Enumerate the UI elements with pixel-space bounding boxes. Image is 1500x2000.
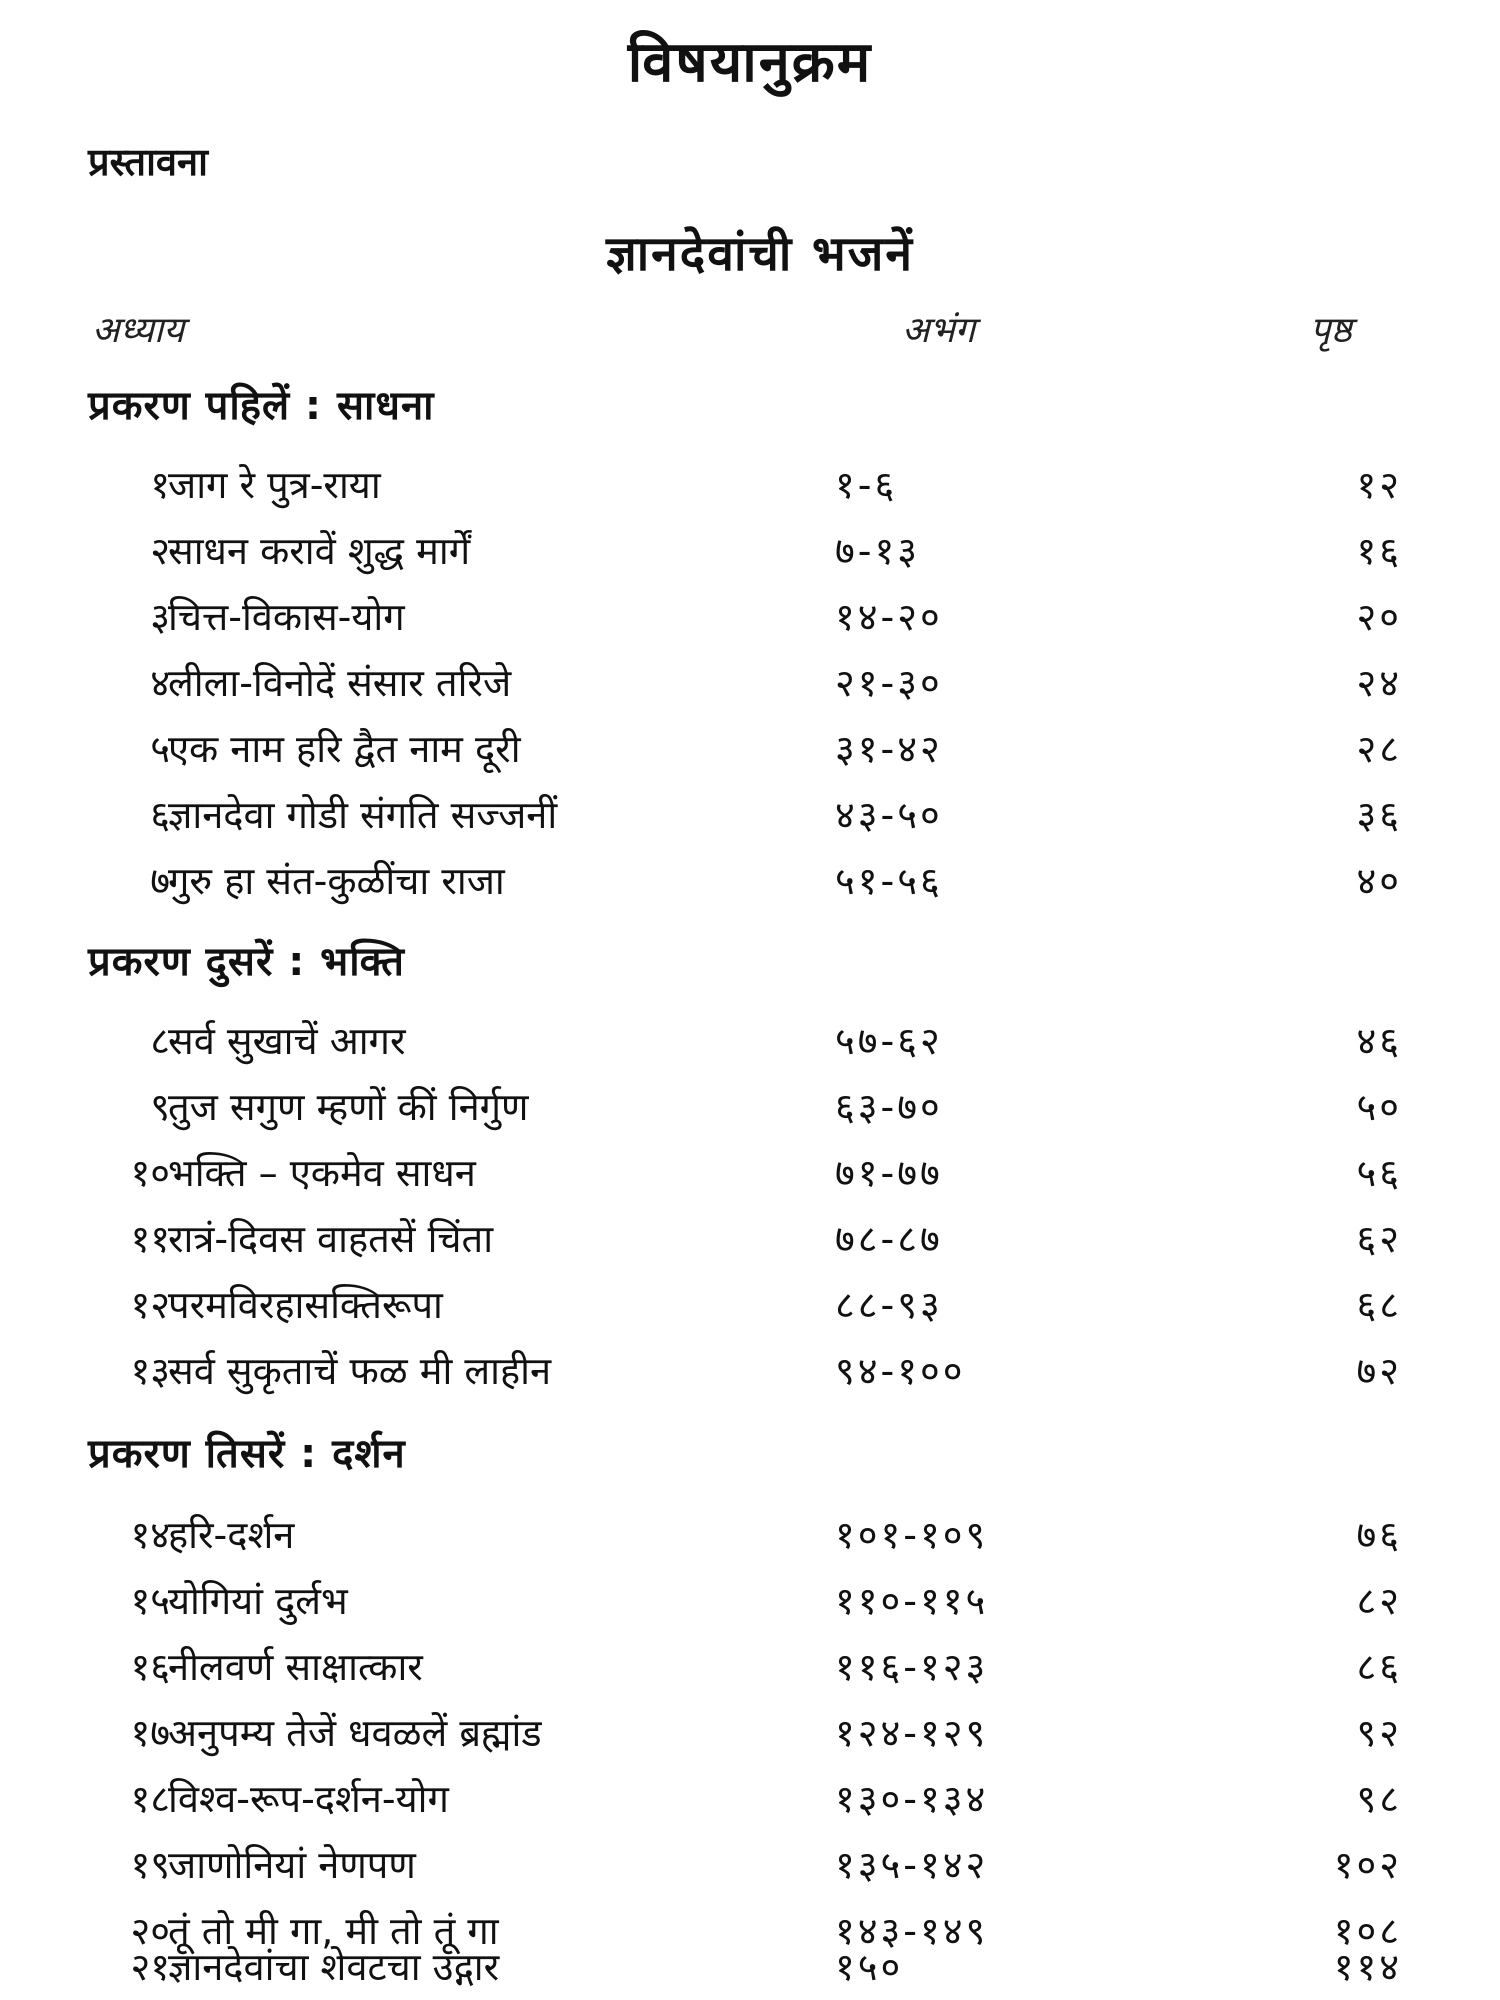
entry-abhang-range: ७१-७७ [835,1151,943,1195]
toc-entry [0,1508,1500,1564]
entry-abhang-range: १४३-१४९ [835,1909,989,1953]
book-subtitle: ज्ञानदेवांची भजनें [605,226,915,282]
toc-entry [0,1212,1500,1268]
entry-number: ८ [150,1019,170,1063]
entry-abhang-range: ६३-७० [835,1085,943,1129]
entry-number: ५ [150,727,170,771]
entry-title: लीला-विनोदें संसार तरिजे [168,661,512,705]
toc-entry [0,1940,1500,1996]
entry-number: २० [130,1909,170,1953]
entry-page: ११४ [1333,1945,1402,1989]
entry-title: भक्ति – एकमेव साधन [168,1151,476,1195]
entry-page: ५० [1356,1085,1402,1129]
toc-entry [0,1706,1500,1762]
toc-entry [0,1574,1500,1630]
entry-title: साधन करावें शुद्ध मार्गें [168,529,471,573]
entry-page: ४६ [1356,1019,1402,1063]
entry-page: ९८ [1356,1777,1402,1821]
entry-title: तूं तो मी गा, मी तो तूं गा [168,1909,499,1953]
entry-number: ३ [150,595,170,639]
entry-abhang-range: ४३-५० [835,793,943,837]
entry-title: सर्व सुखाचें आगर [168,1019,406,1063]
toc-entry [0,656,1500,712]
entry-page: ३६ [1356,793,1402,837]
entry-number: २ [150,529,170,573]
entry-title: तुज सगुण म्हणों कीं निर्गुण [168,1085,529,1129]
column-header-abhang: अभंग [902,310,976,351]
entry-abhang-range: १-६ [835,463,898,507]
toc-entry [0,722,1500,778]
toc-entry [0,788,1500,844]
entry-title: नीलवर्ण साक्षात्कार [168,1645,423,1689]
entry-page: १६ [1356,529,1402,573]
toc-entry [0,1278,1500,1334]
entry-number: १ [150,463,170,507]
toc-entry [0,1772,1500,1828]
toc-entry [0,458,1500,514]
entry-page: ७६ [1356,1513,1402,1557]
entry-title: सर्व सुकृताचें फळ मी लाहीन [168,1349,552,1393]
entry-title: हरि-दर्शन [168,1513,295,1557]
section-heading: प्रकरण दुसरें : भक्ति [88,939,405,985]
entry-number: १९ [130,1843,170,1887]
entry-abhang-range: ७८-८७ [835,1217,943,1261]
entry-page: ५६ [1356,1151,1402,1195]
entry-number: १४ [130,1513,170,1557]
toc-entry [0,1344,1500,1400]
entry-page: ८२ [1356,1579,1402,1623]
entry-abhang-range: ५१-५६ [835,859,943,903]
entry-page: ६८ [1356,1283,1402,1327]
entry-number: ७ [150,859,170,903]
entry-title: एक नाम हरि द्वैत नाम दूरी [168,727,521,771]
toc-entry [0,1838,1500,1894]
entry-page: १२ [1356,463,1402,507]
entry-abhang-range: २१-३० [835,661,943,705]
toc-entry [0,1014,1500,1070]
column-header-chapter: अध्याय [92,310,185,351]
entry-abhang-range: ७-१३ [835,529,920,573]
entry-page: १०२ [1333,1843,1402,1887]
entry-abhang-range: ९४-१०० [835,1349,966,1393]
entry-abhang-range: ८८-९३ [835,1283,943,1327]
entry-page: ८६ [1356,1645,1402,1689]
entry-abhang-range: १३५-१४२ [835,1843,989,1887]
entry-number: १५ [130,1579,170,1623]
entry-page: ७२ [1356,1349,1402,1393]
entry-title: ज्ञानदेवा गोडी संगति सज्जनीं [168,793,558,837]
entry-number: ९ [150,1085,170,1129]
entry-number: १८ [130,1777,170,1821]
entry-number: १६ [130,1645,170,1689]
entry-title: रात्रं-दिवस वाहतसें चिंता [168,1217,494,1261]
column-header-page: पृष्ठ [1310,310,1352,351]
entry-page: ४० [1356,859,1402,903]
entry-title: चित्त-विकास-योग [168,595,405,639]
entry-abhang-range: १३०-१३४ [835,1777,989,1821]
entry-page: ९२ [1356,1711,1402,1755]
entry-title: परमविरहासक्तिरूपा [168,1283,443,1327]
entry-title: ज्ञानदेवांचा शेवटचा उद्गार [168,1945,500,1989]
entry-page: २४ [1356,661,1402,705]
section-heading: प्रकरण तिसरें : दर्शन [88,1431,406,1477]
toc-entry [0,854,1500,910]
entry-number: ६ [150,793,170,837]
section-heading: प्रकरण पहिलें : साधना [88,383,435,429]
entry-title: जाणोनियां नेणपण [168,1843,416,1887]
entry-title: अनुपम्य तेजें धवळलें ब्रह्मांड [168,1711,542,1755]
entry-number: १७ [130,1711,170,1755]
entry-abhang-range: ११६-१२३ [835,1645,989,1689]
entry-title: विश्व-रूप-दर्शन-योग [168,1777,449,1821]
entry-abhang-range: १२४-१२९ [835,1711,989,1755]
entry-number: १० [130,1151,170,1195]
entry-number: १२ [130,1283,170,1327]
entry-number: ११ [130,1217,170,1261]
entry-number: ४ [150,661,170,705]
entry-page: १०८ [1333,1909,1402,1953]
entry-title: जाग रे पुत्र-राया [168,463,381,507]
toc-entry [0,1640,1500,1696]
toc-entry [0,1080,1500,1136]
entry-abhang-range: ११०-११५ [835,1579,989,1623]
entry-abhang-range: ५७-६२ [835,1019,943,1063]
preface-link: प्रस्तावना [88,140,208,184]
entry-abhang-range: १५० [835,1945,904,1989]
entry-abhang-range: १०१-१०९ [835,1513,989,1557]
toc-entry [0,590,1500,646]
entry-page: ६२ [1356,1217,1402,1261]
entry-page: २८ [1356,727,1402,771]
entry-number: २१ [130,1945,170,1989]
toc-entry [0,524,1500,580]
entry-title: गुरु हा संत-कुळींचा राजा [168,859,505,903]
entry-number: १३ [130,1349,170,1393]
entry-page: २० [1356,595,1402,639]
entry-title: योगियां दुर्लभ [168,1579,348,1623]
entry-abhang-range: ३१-४२ [835,727,943,771]
entry-abhang-range: १४-२० [835,595,943,639]
toc-entry [0,1146,1500,1202]
page-title: विषयानुक्रम [627,30,873,95]
